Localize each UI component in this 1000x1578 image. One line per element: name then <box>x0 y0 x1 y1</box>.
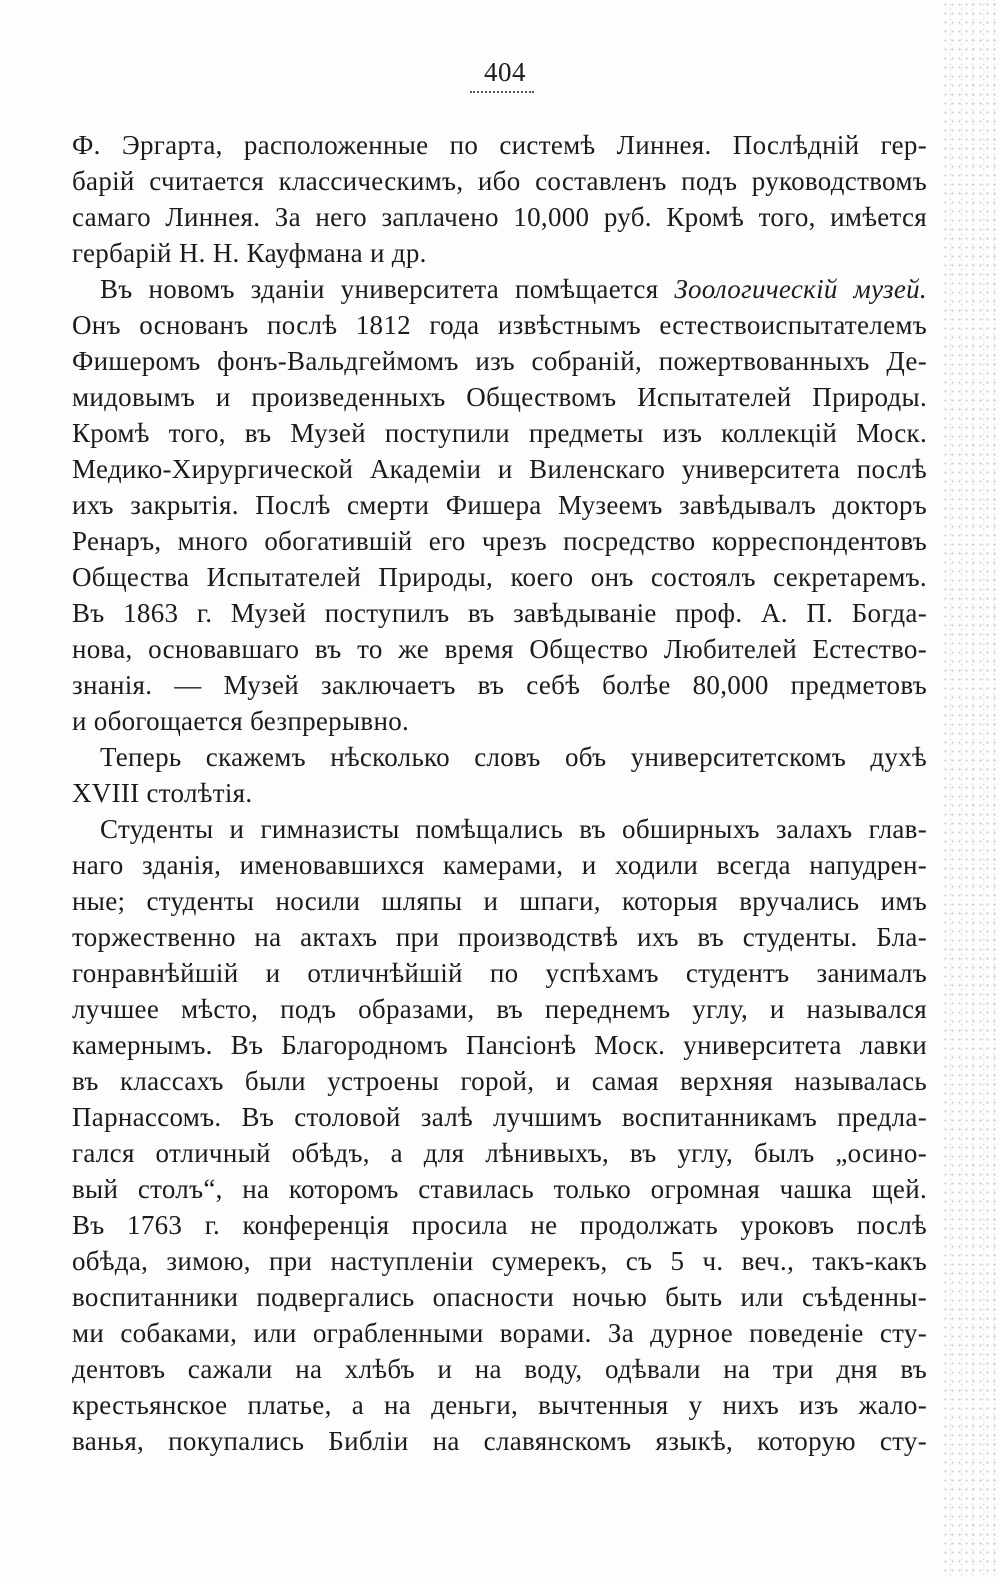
paragraph-students <box>72 811 927 1459</box>
paragraph-herbarium <box>72 127 927 271</box>
text-line: Онъ основанъ послѣ 1812 года извѣстнымъ естествоиспытателемъ <box>72 310 927 340</box>
text-line: гербарій Н. Н. Кауфмана и др. <box>72 238 427 268</box>
text-line: XVIII столѣтія. <box>72 778 253 808</box>
text-line: наго зданія, именовавшихся камерами, и ходили всегда напудрен- <box>72 850 927 880</box>
text-line: и обогощается безпрерывно. <box>72 706 410 736</box>
page-number: 404 <box>484 57 526 87</box>
text-line: обѣда, зимою, при наступленіи сумерекъ, съ 5 ч. веч., такъ-какъ <box>72 1246 927 1276</box>
text-line <box>72 271 927 307</box>
text-line: Ф. Эргарта, расположенные по системѣ Линнея. Послѣдній гер- <box>72 130 927 160</box>
page-number-underline <box>470 91 534 93</box>
text-line: гался отличный обѣдъ, а для лѣнивыхъ, въ углу, былъ „осино- <box>72 1138 927 1168</box>
text-line: ми собаками, или ограбленными ворами. За дурное поведеніе сту- <box>72 1318 927 1348</box>
paragraph-zoological-museum <box>72 271 927 739</box>
text-line: лучшее мѣсто, подъ образами, въ переднемъ углу, и назывался <box>72 994 927 1024</box>
text-line: вый столъ“, на которомъ ставилась только огромная чашка щей. <box>72 1174 927 1204</box>
italic-term: Зоологическій музей. <box>674 274 927 304</box>
text-line: барій считается классическимъ, ибо составленъ подъ руководствомъ <box>72 166 927 196</box>
text-line: нова, основавшаго въ то же время Общество Любителей Естество- <box>72 634 927 664</box>
text-line: Въ 1863 г. Музей поступилъ въ завѣдываніе проф. А. П. Богда- <box>72 598 927 628</box>
text-line: самаго Линнея. За него заплачено 10,000 руб. Кромѣ того, имѣется <box>72 202 927 232</box>
text-line: Въ 1763 г. конференція просила не продолжать уроковъ послѣ <box>72 1210 927 1240</box>
text-line: дентовъ сажали на хлѣбъ и на воду, одѣвали на три дня въ <box>72 1354 927 1384</box>
text-line: камернымъ. Въ Благородномъ Пансіонѣ Моск. университета лавки <box>72 1030 927 1060</box>
text-line: Парнассомъ. Въ столовой залѣ лучшимъ воспитанникамъ предла- <box>72 1102 927 1132</box>
text-line: Студенты и гимназисты помѣщались въ обширныхъ залахъ глав- <box>100 814 927 844</box>
text-line: ванья, покупались Библіи на славянскомъ языкѣ, которую сту- <box>72 1426 927 1456</box>
text-line: Общества Испытателей Природы, коего онъ состоялъ секретаремъ. <box>72 562 927 592</box>
text-line: торжественно на актахъ при производствѣ ихъ въ студенты. Бла- <box>72 922 927 952</box>
text-line: воспитанники подвергались опасности ночью быть или съѣденны- <box>72 1282 927 1312</box>
text-segment: Въ новомъ зданіи университета помѣщается <box>100 274 659 304</box>
text-line: Теперь скажемъ нѣсколько словъ объ университетскомъ духѣ <box>100 742 927 772</box>
text-line: гонравнѣйшій и отличнѣйшій по успѣхамъ студентъ занималъ <box>72 958 927 988</box>
text-line: Фишеромъ фонъ-Вальдгеймомъ изъ собраній, пожертвованныхъ Де- <box>72 346 927 376</box>
text-line: Ренаръ, много обогатившій его чрезъ посредство корреспондентовъ <box>72 526 927 556</box>
text-line: въ классахъ были устроены горой, и самая верхняя называлась <box>72 1066 927 1096</box>
text-line: Медико-Хирургической Академіи и Виленскаго университета послѣ <box>72 454 927 484</box>
text-line: мидовымъ и произведенныхъ Обществомъ Испытателей Природы. <box>72 382 927 412</box>
scan-noise-edge <box>942 0 1000 1578</box>
text-line: Кромѣ того, въ Музей поступили предметы изъ коллекцій Моск. <box>72 418 927 448</box>
text-line: крестьянское платье, а на деньги, вычтенныя у нихъ изъ жало- <box>72 1390 927 1420</box>
paragraph-university-spirit <box>72 739 927 811</box>
text-line: знанія. — Музей заключаетъ въ себѣ болѣе 80,000 предметовъ <box>72 670 927 700</box>
text-line: ихъ закрытія. Послѣ смерти Фишера Музеемъ завѣдывалъ докторъ <box>72 490 927 520</box>
body-text <box>72 127 927 1459</box>
text-line: ные; студенты носили шляпы и шпаги, которыя вручались имъ <box>72 886 927 916</box>
